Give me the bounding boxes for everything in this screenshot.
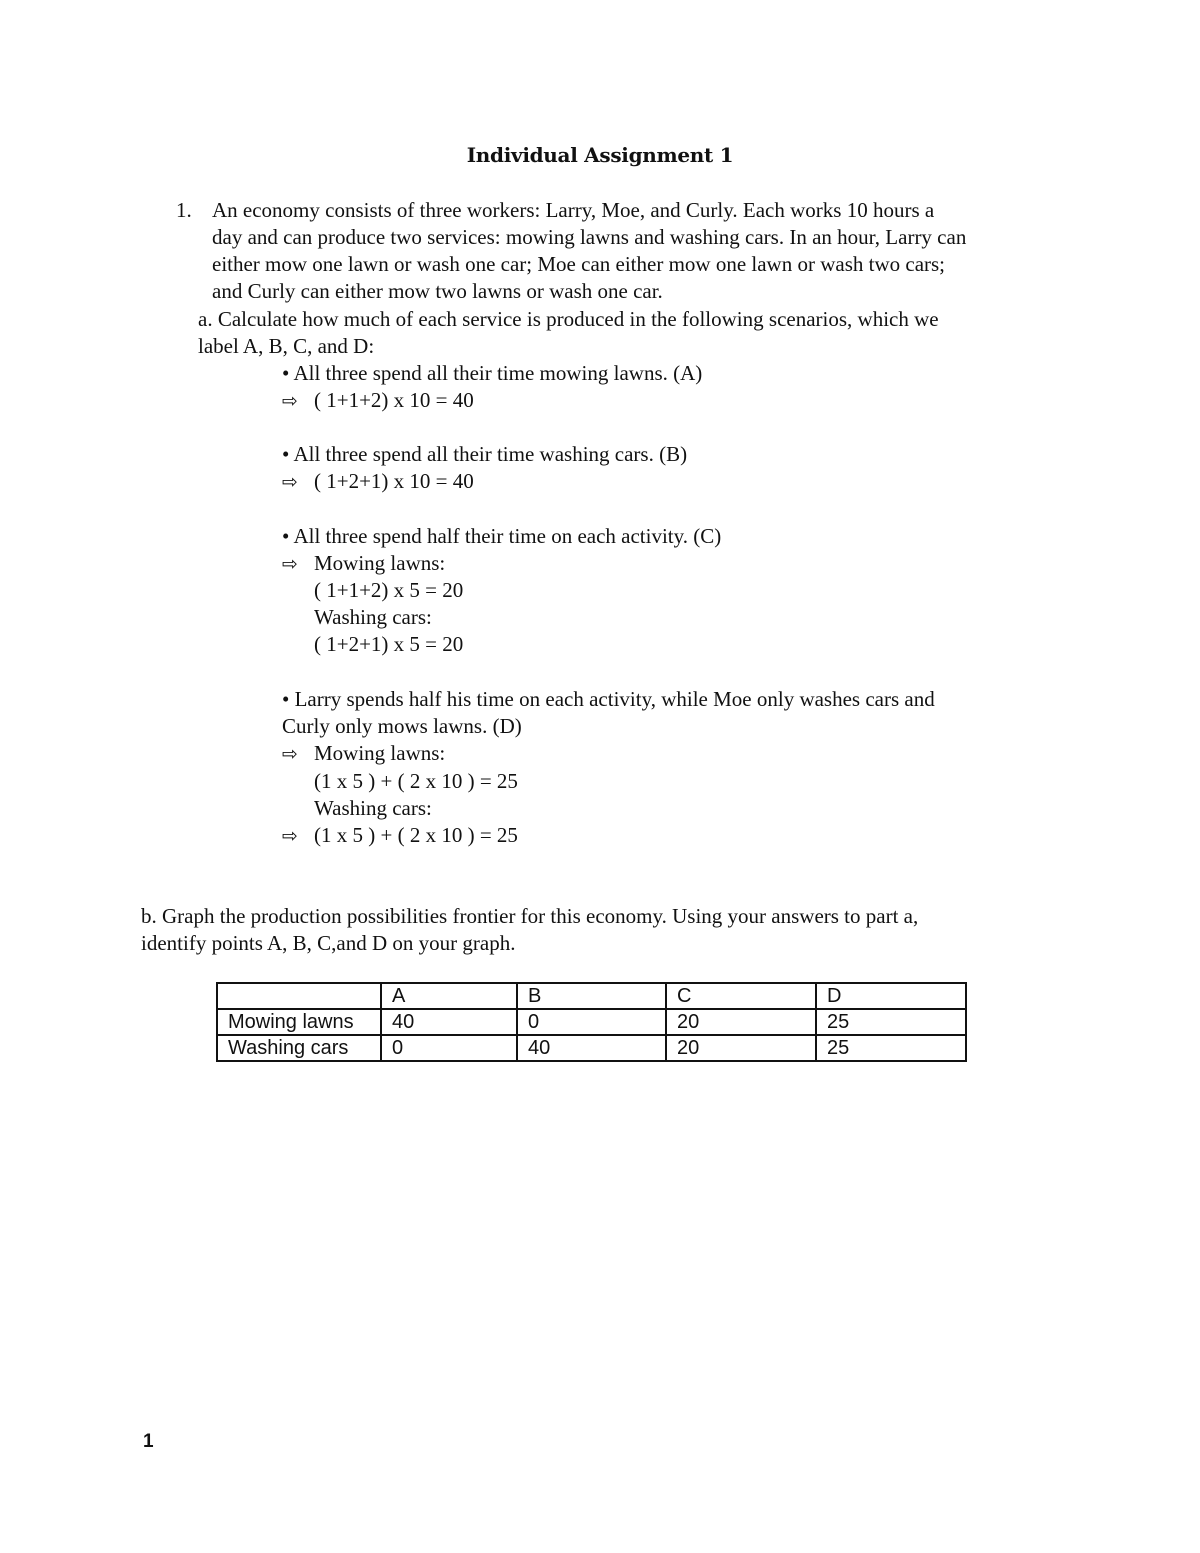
production-table [216, 982, 967, 1062]
table-row [217, 1009, 966, 1035]
part-a-line-2: label A, B, C, and D: [198, 334, 375, 358]
scenario-d-washing-label: Washing cars: [314, 796, 432, 820]
scenario-b-calc: ( 1+2+1) x 10 = 40 [314, 469, 474, 493]
document-title: Individual Assignment 1 [466, 143, 734, 167]
scenario-c-washing-label: Washing cars: [314, 605, 432, 629]
intro-text-1: An economy consists of three workers: Larry, Moe, and Curly. Each works 10 hours a [212, 198, 935, 222]
page-number: 1 [143, 1431, 154, 1452]
scenario-b-calc-line [282, 468, 474, 496]
table-header-cell: B [517, 983, 666, 1009]
table-row [217, 1035, 966, 1061]
arrow-right-icon: ⇨ [282, 471, 298, 493]
table-cell: 0 [381, 1035, 517, 1061]
question-intro-line-1 [176, 197, 934, 224]
scenario-d-mowing-label-line [282, 740, 445, 768]
table-header-cell: D [816, 983, 966, 1009]
scenario-a-calc-line [282, 387, 474, 415]
table-cell: 20 [666, 1035, 816, 1061]
scenario-d-washing-calc-line [282, 822, 518, 850]
question-number: 1. [176, 198, 192, 222]
scenario-c-mowing-calc: ( 1+1+2) x 5 = 20 [314, 578, 464, 602]
scenario-c-mowing-label-line [282, 550, 445, 578]
question-intro-line-4: and Curly can either mow two lawns or wash one car. [212, 279, 663, 303]
scenario-b-bullet: • All three spend all their time washing cars. (B) [282, 442, 688, 466]
scenario-d-mowing-calc: (1 x 5 ) + ( 2 x 10 ) = 25 [314, 769, 518, 793]
scenario-c-washing-calc: ( 1+2+1) x 5 = 20 [314, 632, 464, 656]
table-header-cell [217, 983, 381, 1009]
arrow-right-icon: ⇨ [282, 390, 298, 412]
part-b-line-2: identify points A, B, C,and D on your graph. [141, 931, 516, 955]
question-intro-line-3: either mow one lawn or wash one car; Moe can either mow one lawn or wash two cars; [212, 252, 946, 276]
part-a-line-1: a. Calculate how much of each service is produced in the following scenarios, which we [198, 307, 939, 331]
scenario-d-bullet-line-2: Curly only mows lawns. (D) [282, 714, 522, 738]
table-cell: Washing cars [217, 1035, 381, 1061]
table-cell: 25 [816, 1009, 966, 1035]
scenario-d-mowing-label: Mowing lawns: [314, 741, 446, 765]
arrow-right-icon: ⇨ [282, 743, 298, 765]
question-intro-line-2: day and can produce two services: mowing lawns and washing cars. In an hour, Larry can [212, 225, 967, 249]
scenario-d-washing-calc: (1 x 5 ) + ( 2 x 10 ) = 25 [314, 823, 518, 847]
arrow-right-icon: ⇨ [282, 553, 298, 575]
part-b-line-1: b. Graph the production possibilities frontier for this economy. Using your answers to part a, [141, 904, 919, 928]
table-cell: 40 [517, 1035, 666, 1061]
table-cell: 40 [381, 1009, 517, 1035]
scenario-a-bullet: • All three spend all their time mowing lawns. (A) [282, 361, 703, 385]
table-header-cell: A [381, 983, 517, 1009]
table-cell: Mowing lawns [217, 1009, 381, 1035]
table-cell: 0 [517, 1009, 666, 1035]
table-cell: 25 [816, 1035, 966, 1061]
scenario-d-bullet-line-1: • Larry spends half his time on each activity, while Moe only washes cars and [282, 687, 935, 711]
table-header-row [217, 983, 966, 1009]
table-cell: 20 [666, 1009, 816, 1035]
scenario-a-calc: ( 1+1+2) x 10 = 40 [314, 388, 474, 412]
table-header-cell: C [666, 983, 816, 1009]
scenario-c-mowing-label: Mowing lawns: [314, 551, 446, 575]
scenario-c-bullet: • All three spend half their time on each activity. (C) [282, 524, 722, 548]
arrow-right-icon: ⇨ [282, 825, 298, 847]
